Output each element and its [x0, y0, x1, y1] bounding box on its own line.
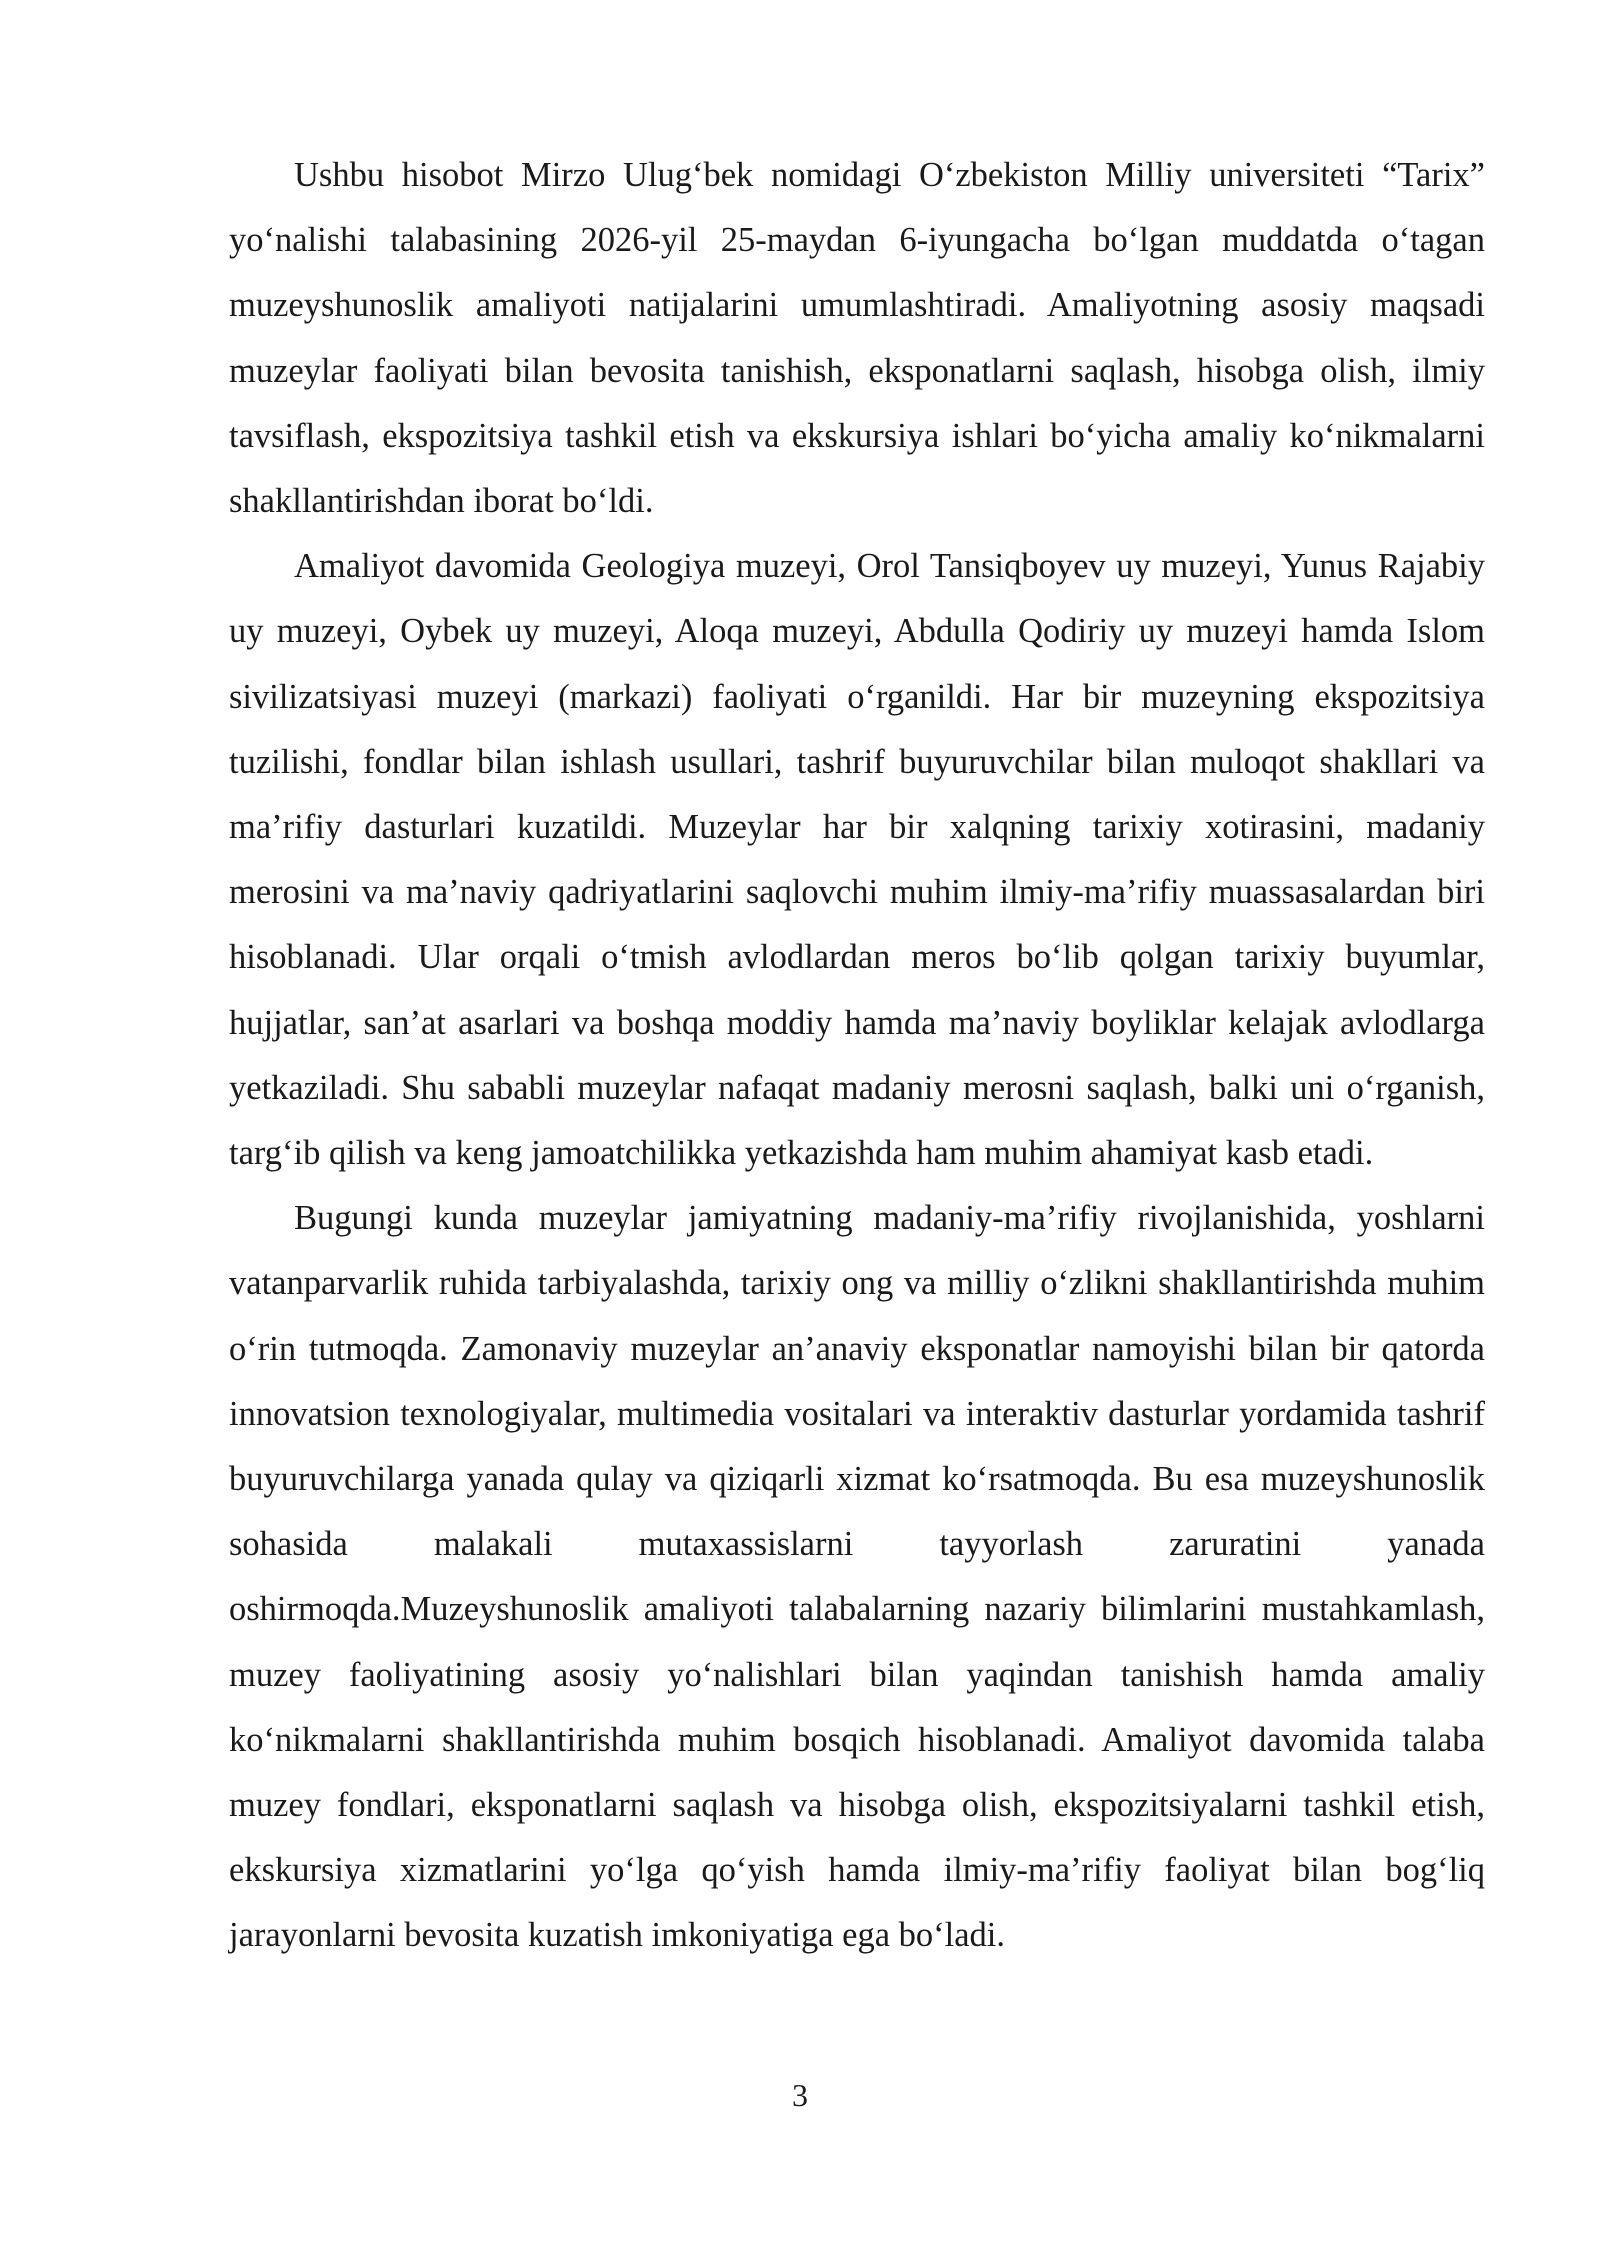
paragraph-2: Amaliyot davomida Geologiya muzeyi, Orol Tansiqboyev uy muzeyi, Yunus Rajabiy uy muzeyi, Oybek uy muzeyi, Aloqa muzeyi, Abdulla Qodiriy uy muzeyi hamda Islom sivilizatsiyasi muzeyi (markazi) faoliyati o‘rganildi. Har bir muzeyning ekspozitsiya tuzilishi, fondlar bilan ishlash usullari, tashrif buyuruvchilar bilan muloqot shakllari va ma’rifiy dasturlari kuzatildi. Muzeylar har bir xalqning tarixiy xotirasini, madaniy merosini va ma’naviy qadriyatlarini saqlovchi muhim ilmiy-ma’rifiy muassasalardan biri hisoblanadi. Ular orqali o‘tmish avlodlardan meros bo‘lib qolgan tarixiy buyumlar, hujjatlar, san’at asarlari va boshqa moddiy hamda ma’naviy boyliklar kelajak avlodlarga yetkaziladi. Shu sababli muzeylar nafaqat madaniy merosni saqlash, balki uni o‘rganish, targ‘ib qilish va keng jamoatchilikka yetkazishda ham muhim ahamiyat kasb etadi.: [229, 547, 1485, 1173]
paragraph-3: Bugungi kunda muzeylar jamiyatning madaniy-ma’rifiy rivojlanishida, yoshlarni vatanparvarlik ruhida tarbiyalashda, tarixiy ong va milliy o‘zlikni shakllantirishda muhim o‘rin tutmoqda. Zamonaviy muzeylar an’anaviy eksponatlar namoyishi bilan bir qatorda innovatsion texnologiyalar, multimedia vositalari va interaktiv dasturlar yordamida tashrif buyuruvchilarga yanada qulay va qiziqarli xizmat ko‘rsatmoqda. Bu esa muzeyshunoslik sohasida malakali mutaxassislarni tayyorlash zaruratini yanada oshirmoqda.Muzeyshunoslik amaliyoti talabalarning nazariy bilimlarini mustahkamlash, muzey faoliyatining asosiy yo‘nalishlari bilan yaqindan tanishish hamda amaliy ko‘nikmalarni shakllantirishda muhim bosqich hisoblanadi. Amaliyot davomida talaba muzey fondlari, eksponatlarni saqlash va hisobga olish, ekspozitsiyalarni tashkil etish, ekskursiya xizmatlarini yo‘lga qo‘yish hamda ilmiy-ma’rifiy faoliyat bilan bog‘liq jarayonlarni bevosita kuzatish imkoniyatiga ega bo‘ladi.: [229, 1199, 1485, 1955]
page-body: [229, 143, 1485, 1969]
page-number: 3: [792, 2077, 808, 2113]
paragraph-1: Ushbu hisobot Mirzo Ulug‘bek nomidagi O‘zbekiston Milliy universiteti “Tarix” yo‘nalishi talabasining 2026-yil 25-maydan 6-iyungacha bo‘lgan muddatda o‘tagan muzeyshunoslik amaliyoti natijalarini umumlashtiradi. Amaliyotning asosiy maqsadi muzeylar faoliyati bilan bevosita tanishish, eksponatlarni saqlash, hisobga olish, ilmiy tavsiflash, ekspozitsiya tashkil etish va ekskursiya ishlari bo‘yicha amaliy ko‘nikmalarni shakllantirishdan iborat bo‘ldi.: [229, 156, 1485, 521]
